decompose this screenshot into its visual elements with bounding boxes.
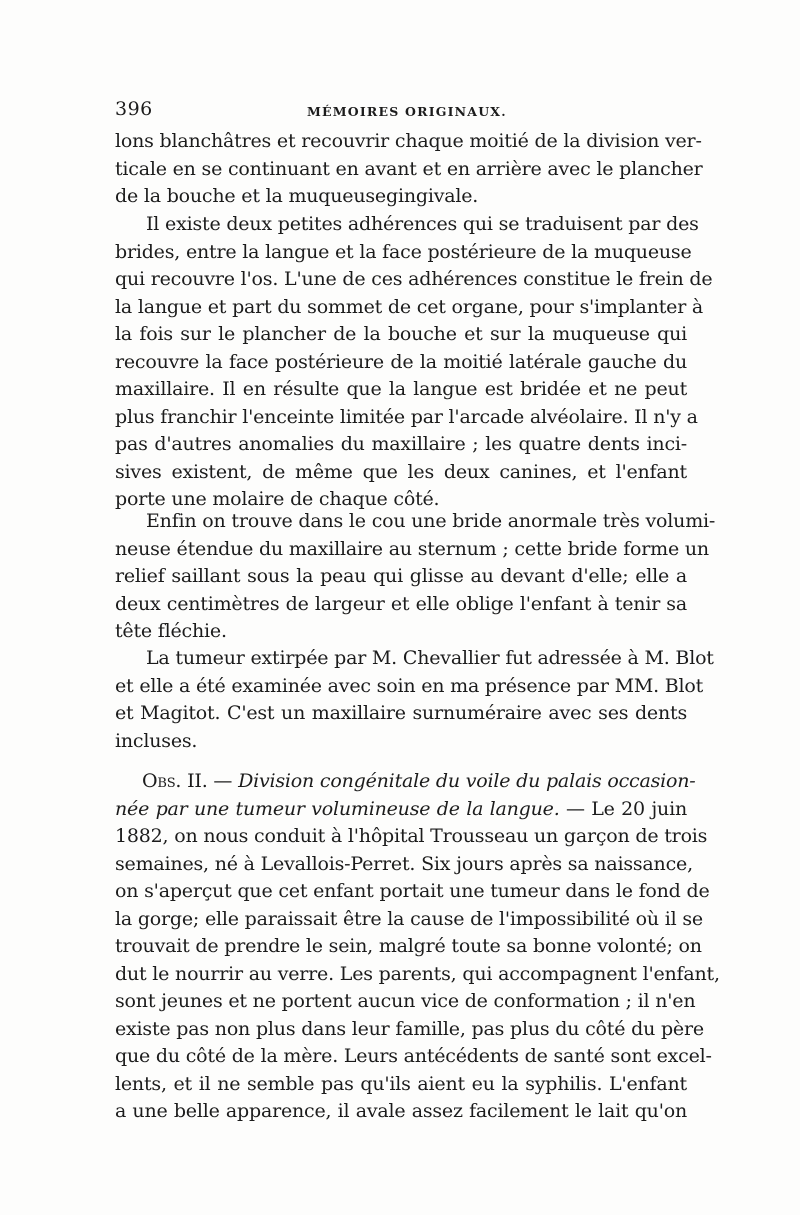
page-number: 396 <box>115 98 153 120</box>
text-line: Il existe deux petites adhérences qui se traduisent par des <box>146 213 699 235</box>
text-line: trouvait de prendre le sein, malgré toute sa bonne volonté; on <box>115 935 702 957</box>
text-line: ticale en se continuant en avant et en arrière avec le plancher <box>115 157 703 180</box>
observation-title: Division congénitale du voile du palais occasion- <box>238 770 696 792</box>
text-line: et Magitot. C'est un maxillaire surnuméraire avec ses dents <box>115 702 687 724</box>
observation-section <box>115 768 720 1126</box>
text-line: et elle a été examinée avec soin en ma présence par MM. Blot <box>115 674 704 697</box>
text-line: recouvre la face postérieure de la moitié latérale gauche du <box>115 350 687 373</box>
paragraph-adhesions <box>115 211 713 514</box>
observation-heading-line <box>115 796 687 824</box>
running-header <box>115 98 685 126</box>
text-line: pas d'autres anomalies du maxillaire ; les quatre dents inci- <box>115 433 687 455</box>
text-line: maxillaire. Il en résulte que la langue est bridée et ne peut <box>115 378 687 400</box>
paragraph-continuation <box>115 128 703 211</box>
text-line: on s'aperçut que cet enfant portait une tumeur dans le fond de <box>115 880 710 902</box>
text-line: plus franchir l'enceinte limitée par l'arcade alvéolaire. Il n'y a <box>115 405 698 428</box>
text-line: la gorge; elle paraissait être la cause de l'impossibilité où il se <box>115 907 703 930</box>
observation-title-cont: née par une tumeur volumineuse de la langue. <box>115 797 560 820</box>
text-line: La tumeur extirpée par M. Chevallier fut adressée à M. Blot <box>146 647 714 669</box>
text-line: Enfin on trouve dans le cou une bride anormale très volumi- <box>146 510 716 532</box>
text-line: relief saillant sous la peau qui glisse au devant d'elle; elle a <box>115 565 687 587</box>
text-line: deux centimètres de largeur et elle oblige l'enfant à tenir sa <box>115 592 687 615</box>
text-line: la fois sur le plancher de la bouche et sur la muqueuse qui <box>115 323 687 345</box>
text-line: sont jeunes et ne portent aucun vice de conformation ; il n'en <box>115 990 696 1012</box>
text-line: qui recouvre l'os. L'une de ces adhérences constitue le frein de <box>115 268 713 290</box>
text-line: que du côté de la mère. Leurs antécédents de santé sont excel- <box>115 1045 712 1067</box>
text-line: neuse étendue du maxillaire au sternum ; cette bride forme un <box>115 537 709 560</box>
text-line: 1882, on nous conduit à l'hôpital Trousseau un garçon de trois <box>115 825 708 847</box>
text-line: sives existent, de même que les deux canines, et l'enfant <box>115 460 687 483</box>
observation-date: — Le 20 juin <box>559 797 687 820</box>
text-line: semaines, né à Levallois-Perret. Six jours après sa naissance, <box>115 852 693 875</box>
paragraph-neck-bride <box>115 508 716 646</box>
text-line: incluses. <box>115 729 198 752</box>
paragraph-tumor <box>115 645 714 755</box>
text-line: lents, et il ne semble pas qu'ils aient eu la syphilis. L'enfant <box>115 1072 687 1095</box>
running-title: MÉMOIRES ORIGINAUX. <box>307 104 507 119</box>
text-line: porte une molaire de chaque côté. <box>115 488 440 510</box>
text-line: la langue et part du sommet de cet organe, pour s'implanter à <box>115 295 704 318</box>
observation-heading-line <box>115 768 696 796</box>
text-line: a une belle apparence, il avale assez facilement le lait qu'on <box>115 1100 687 1122</box>
text-line: brides, entre la langue et la face postérieure de la muqueuse <box>115 240 692 263</box>
text-line: existe pas non plus dans leur famille, pas plus du côté du père <box>115 1017 704 1040</box>
observation-dash: — <box>207 770 239 792</box>
text-line: de la bouche et la muqueusegingivale. <box>115 185 479 207</box>
text-line: dut le nourrir au verre. Les parents, qui accompagnent l'enfant, <box>115 962 720 985</box>
text-line: lons blanchâtres et recouvrir chaque moitié de la division ver- <box>115 130 702 152</box>
text-line: tête fléchie. <box>115 620 227 642</box>
observation-label: Obs. II. <box>142 770 208 792</box>
